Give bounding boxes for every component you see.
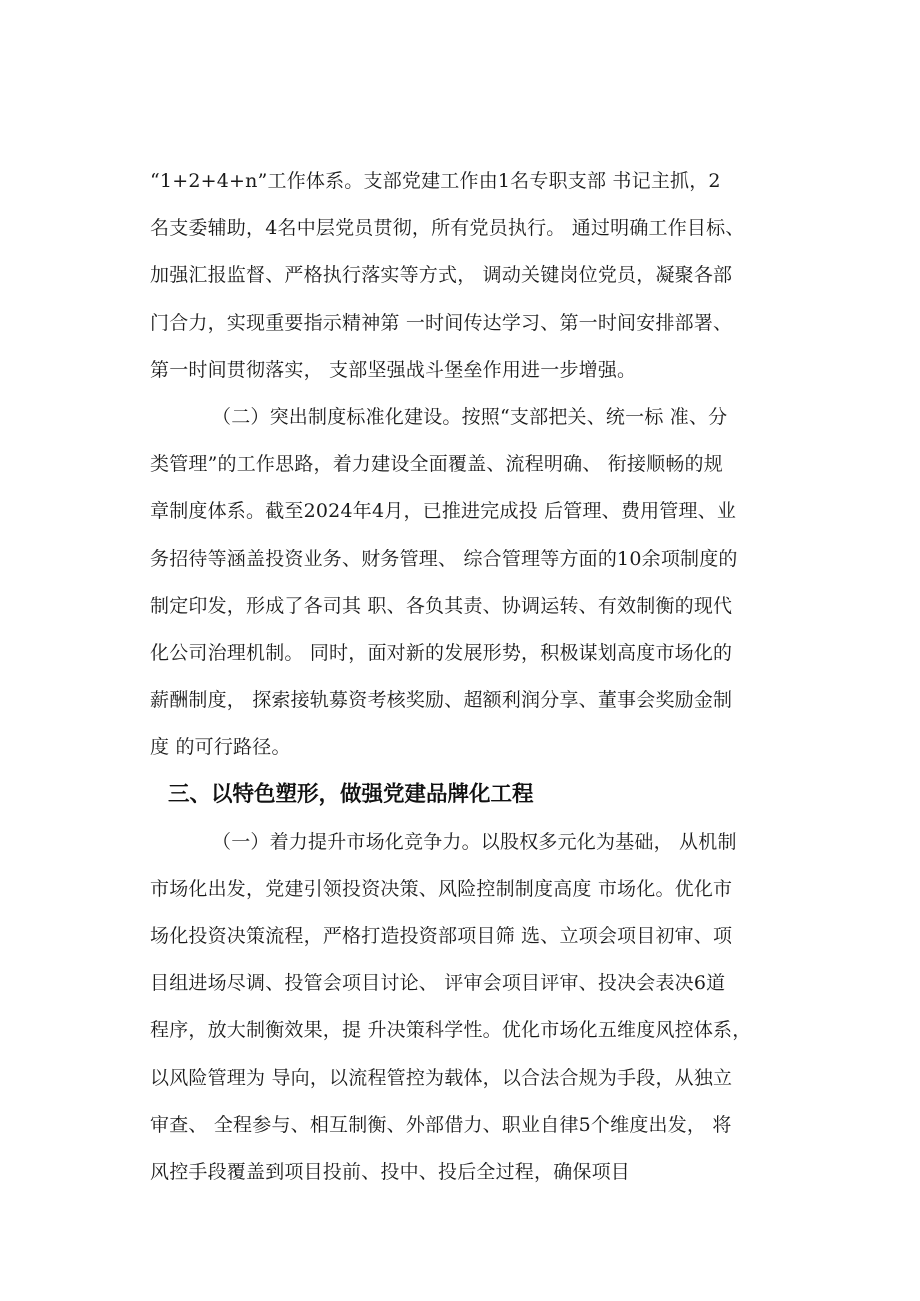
paragraph-line: 名支委辅助，4名中层党员贯彻，所有党员执行。 通过明确工作目标、 [150,217,745,240]
paragraph-line: 薪酬制度， 探索接轨募资考核奖励、超额利润分享、董事会奖励金制 [150,689,733,712]
paragraph-line: 务招待等涵盖投资业务、财务管理、 综合管理等方面的10余项制度的 [150,547,738,570]
paragraph-line: 化公司治理机制。 同时，面对新的发展形势，积极谋划高度市场化的 [150,641,733,664]
paragraph-line: 审查、 全程参与、相互制衡、外部借力、职业自律5个维度出发， 将 [150,1113,732,1136]
document-body [150,158,818,1196]
section-heading: 三、以特色塑形，做强党建品牌化工程 [168,782,534,808]
paragraph-line: 类管理”的工作思路，着力建设全面覆盖、流程明确、 衔接顺畅的规 [150,453,723,476]
paragraph-line: （二）突出制度标准化建设。按照“支部把关、统一标 准、分 [212,405,728,428]
paragraph-line: 市场化出发，党建引领投资决策、风险控制制度高度 市场化。优化市 [150,877,733,900]
paragraph-line: 加强汇报监督、严格执行落实等方式， 调动关键岗位党员，凝聚各部 [150,264,733,287]
paragraph-line: 第一时间贯彻落实， 支部坚强战斗堡垒作用进一步增强。 [150,358,637,381]
paragraph-line: （一）着力提升市场化竞争力。以股权多元化为基础， 从机制 [212,830,737,853]
paragraph-line: 目组进场尽调、投管会项目讨论、 评审会项目评审、投决会表决6道 [150,972,726,995]
paragraph-line: 场化投资决策流程，严格打造投资部项目筛 选、立项会项目初审、项 [150,925,733,947]
paragraph-line: 章制度体系。截至2024年4月，已推进完成投 后管理、费用管理、业 [150,500,737,523]
paragraph-line: 制定印发，形成了各司其 职、各负其责、协调运转、有效制衡的现代 [150,594,733,617]
paragraph-line: 风控手段覆盖到项目投前、投中、投后全过程，确保项目 [150,1160,631,1183]
paragraph-line: 门合力，实现重要指示精神第 一时间传达学习、第一时间安排部署、 [150,311,733,334]
paragraph-line: 以风险管理为 导向，以流程管控为载体，以合法合规为手段，从独立 [150,1066,733,1089]
paragraph-line: 度 的可行路径。 [150,736,291,759]
paragraph-line: “1+2+4+n”工作体系。支部党建工作由1名专职支部 书记主抓，2 [150,170,721,192]
paragraph-line: 程序，放大制衡效果，提 升决策科学性。优化市场化五维度风控体系， [150,1019,752,1042]
